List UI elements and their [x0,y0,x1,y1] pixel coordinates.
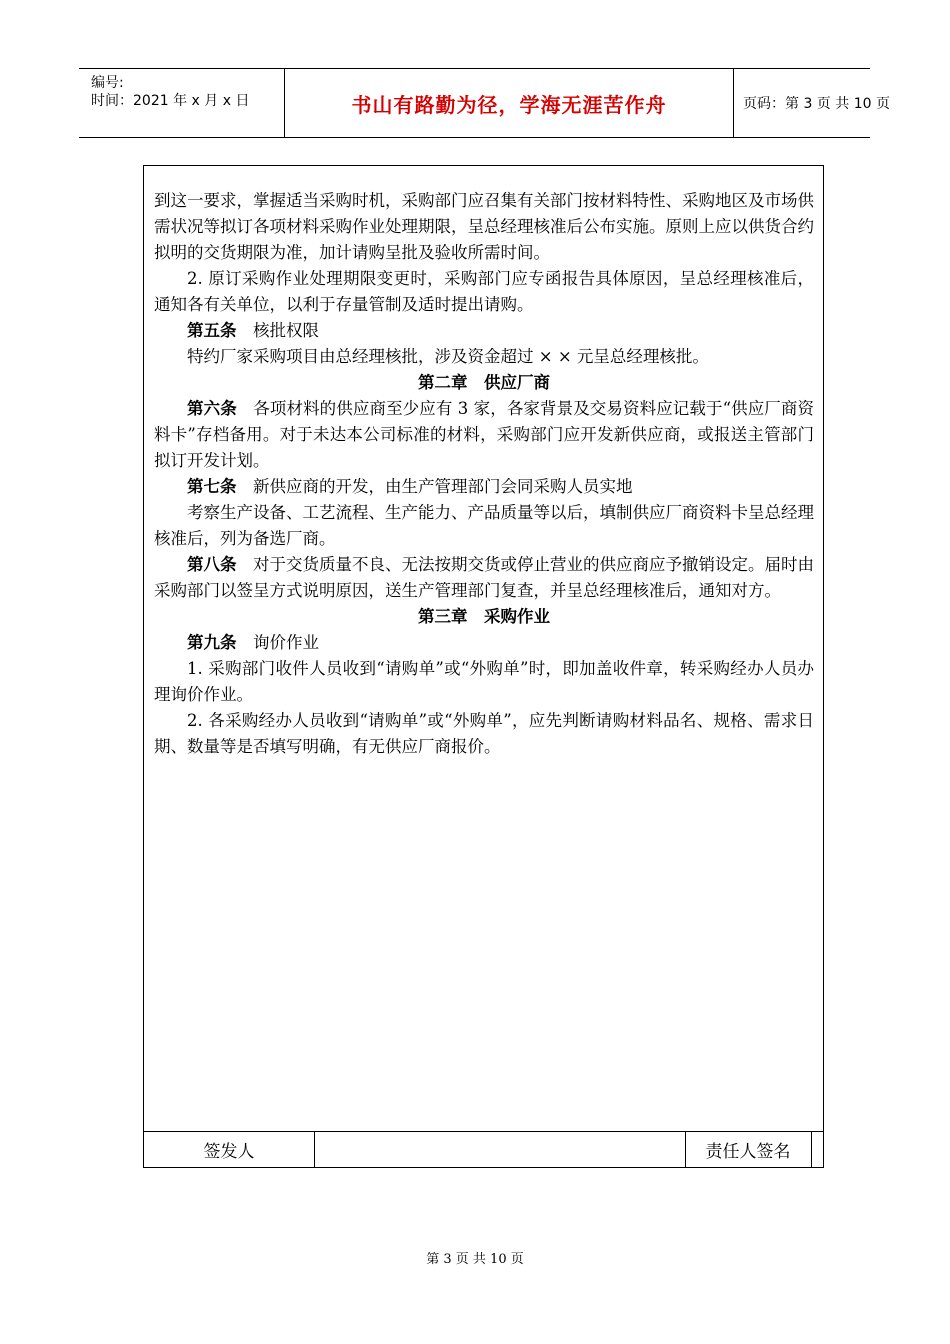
paragraph: 到这一要求，掌握适当采购时机，采购部门应召集有关部门按材料特性、采购地区及市场供需状况等拟订各项材料采购作业处理期限，呈总经理核准后公布实施。原则上应以供货合约拟明的交货期限为准，加计请购呈批及验收所需时间。 [154,191,814,262]
article-title: 第八条 [187,555,237,574]
document-header [79,68,890,138]
chapter-heading: 第二章 供应厂商 [418,373,550,392]
document-body [154,188,814,760]
article-title: 第七条 [187,477,237,496]
article-text: 新供应商的开发，由生产管理部门会同采购人员实地 [253,477,633,496]
header-meta [79,69,284,137]
header-motto-cell [284,69,734,137]
article-7 [154,474,814,500]
content-box [143,165,824,1168]
responsible-label: 责任人签名 [685,1132,812,1167]
article-title: 第六条 [187,399,237,418]
article-text: 对于交货质量不良、无法按期交货或停止营业的供应商应予撤销设定。届时由采购部门以签呈方式说明原因，送生产管理部门复查，并呈总经理核准后，通知对方。 [154,555,814,600]
article-9 [154,630,814,656]
article-5 [154,318,814,344]
paragraph: 2. 原订采购作业处理期限变更时，采购部门应专函报告具体原因，呈总经理核准后，通知各有关单位，以利于存量管制及适时提出请购。 [154,269,814,314]
motto: 书山有路勤为径，学海无涯苦作舟 [351,92,667,117]
article-title: 第五条 [187,321,237,340]
article-title: 第九条 [187,633,237,652]
paragraph: 2. 各采购经办人员收到“请购单”或“外购单”，应先判断请购材料品名、规格、需求日期、数量等是否填写明确，有无供应厂商报价。 [154,711,814,756]
issuer-field[interactable] [314,1132,686,1167]
number-label: 编号: [91,75,124,91]
signature-row [144,1131,823,1167]
paragraph: 特约厂家采购项目由总经理核批，涉及资金超过 × × 元呈总经理核批。 [187,347,709,366]
time-label: 时间：2021 年 x 月 x 日 [91,93,250,109]
article-8 [154,552,814,604]
paragraph: 1. 采购部门收件人员收到“请购单”或“外购单”时，即加盖收件章，转采购经办人员办理询价作业。 [154,659,814,704]
article-text: 各项材料的供应商至少应有 3 家，各家背景及交易资料应记载于“供应厂商资料卡”存档备用。对于未达本公司标准的材料，采购部门应开发新供应商，或报送主管部门拟订开发计划。 [154,399,814,470]
chapter-heading: 第三章 采购作业 [418,607,550,626]
page-footer: 第 3 页 共 10 页 [426,1252,524,1267]
page-info: 页码：第 3 页 共 10 页 [743,96,890,112]
header-page-cell [733,69,890,137]
responsible-field[interactable] [811,1132,823,1167]
article-text: 询价作业 [253,633,319,652]
paragraph: 考察生产设备、工艺流程、生产能力、产品质量等以后，填制供应厂商资料卡呈总经理核准后，列为备选厂商。 [154,503,814,548]
issuer-label: 签发人 [144,1132,315,1167]
article-text: 核批权限 [253,321,319,340]
article-6 [154,396,814,474]
